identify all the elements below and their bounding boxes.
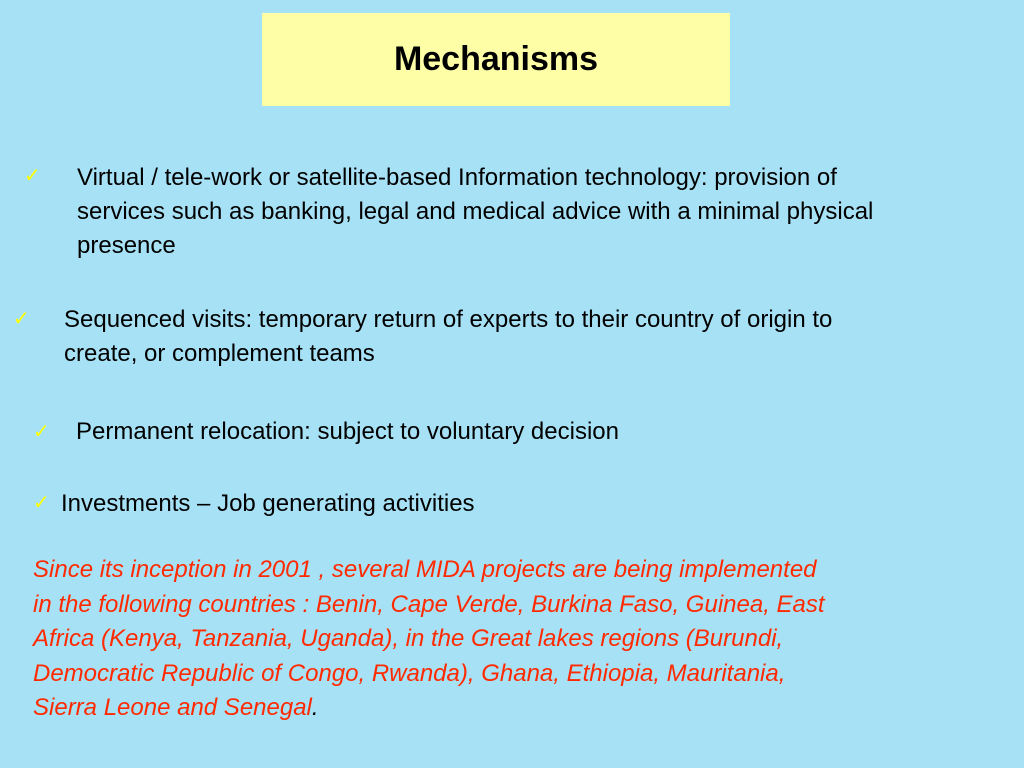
check-mark-icon: ✓ bbox=[33, 490, 50, 514]
note-line-last bbox=[33, 691, 993, 726]
title-box bbox=[262, 13, 730, 106]
note-line: Democratic Republic of Congo, Rwanda), Ghana, Ethiopia, Mauritania, bbox=[33, 659, 786, 687]
note-period: . bbox=[311, 694, 319, 721]
slide-title: Mechanisms bbox=[393, 40, 599, 78]
mida-projects-note bbox=[33, 553, 993, 726]
check-mark-icon: ✓ bbox=[24, 163, 41, 187]
note-line: Since its inception in 2001 , several MIDA projects are being implemented bbox=[33, 556, 817, 583]
note-line: Sierra Leone and Senegal bbox=[33, 694, 312, 721]
check-mark-icon: ✓ bbox=[13, 306, 30, 330]
note-line: in the following countries : Benin, Cape Verde, Burkina Faso, Guinea, East bbox=[33, 590, 825, 618]
bullet-line: Investments – Job generating activities bbox=[61, 490, 475, 517]
check-mark-icon: ✓ bbox=[33, 419, 50, 443]
note-line: Africa (Kenya, Tanzania, Uganda), in the Great lakes regions (Burundi, bbox=[33, 625, 784, 652]
bullet-item-investments bbox=[61, 487, 475, 521]
bullet-line: create, or complement teams bbox=[64, 340, 375, 367]
bullet-line: presence bbox=[77, 232, 176, 259]
bullet-item-sequenced-visits bbox=[64, 303, 832, 371]
bullet-line: Sequenced visits: temporary return of experts to their country of origin to bbox=[64, 306, 833, 333]
bullet-item-permanent-relocation bbox=[76, 415, 619, 449]
bullet-line: Virtual / tele-work or satellite-based Information technology: provision of bbox=[77, 164, 837, 191]
bullet-line: services such as banking, legal and medical advice with a minimal physical bbox=[77, 198, 874, 225]
bullet-line: Permanent relocation: subject to voluntary decision bbox=[76, 418, 619, 445]
bullet-item-virtual-work bbox=[77, 161, 873, 263]
